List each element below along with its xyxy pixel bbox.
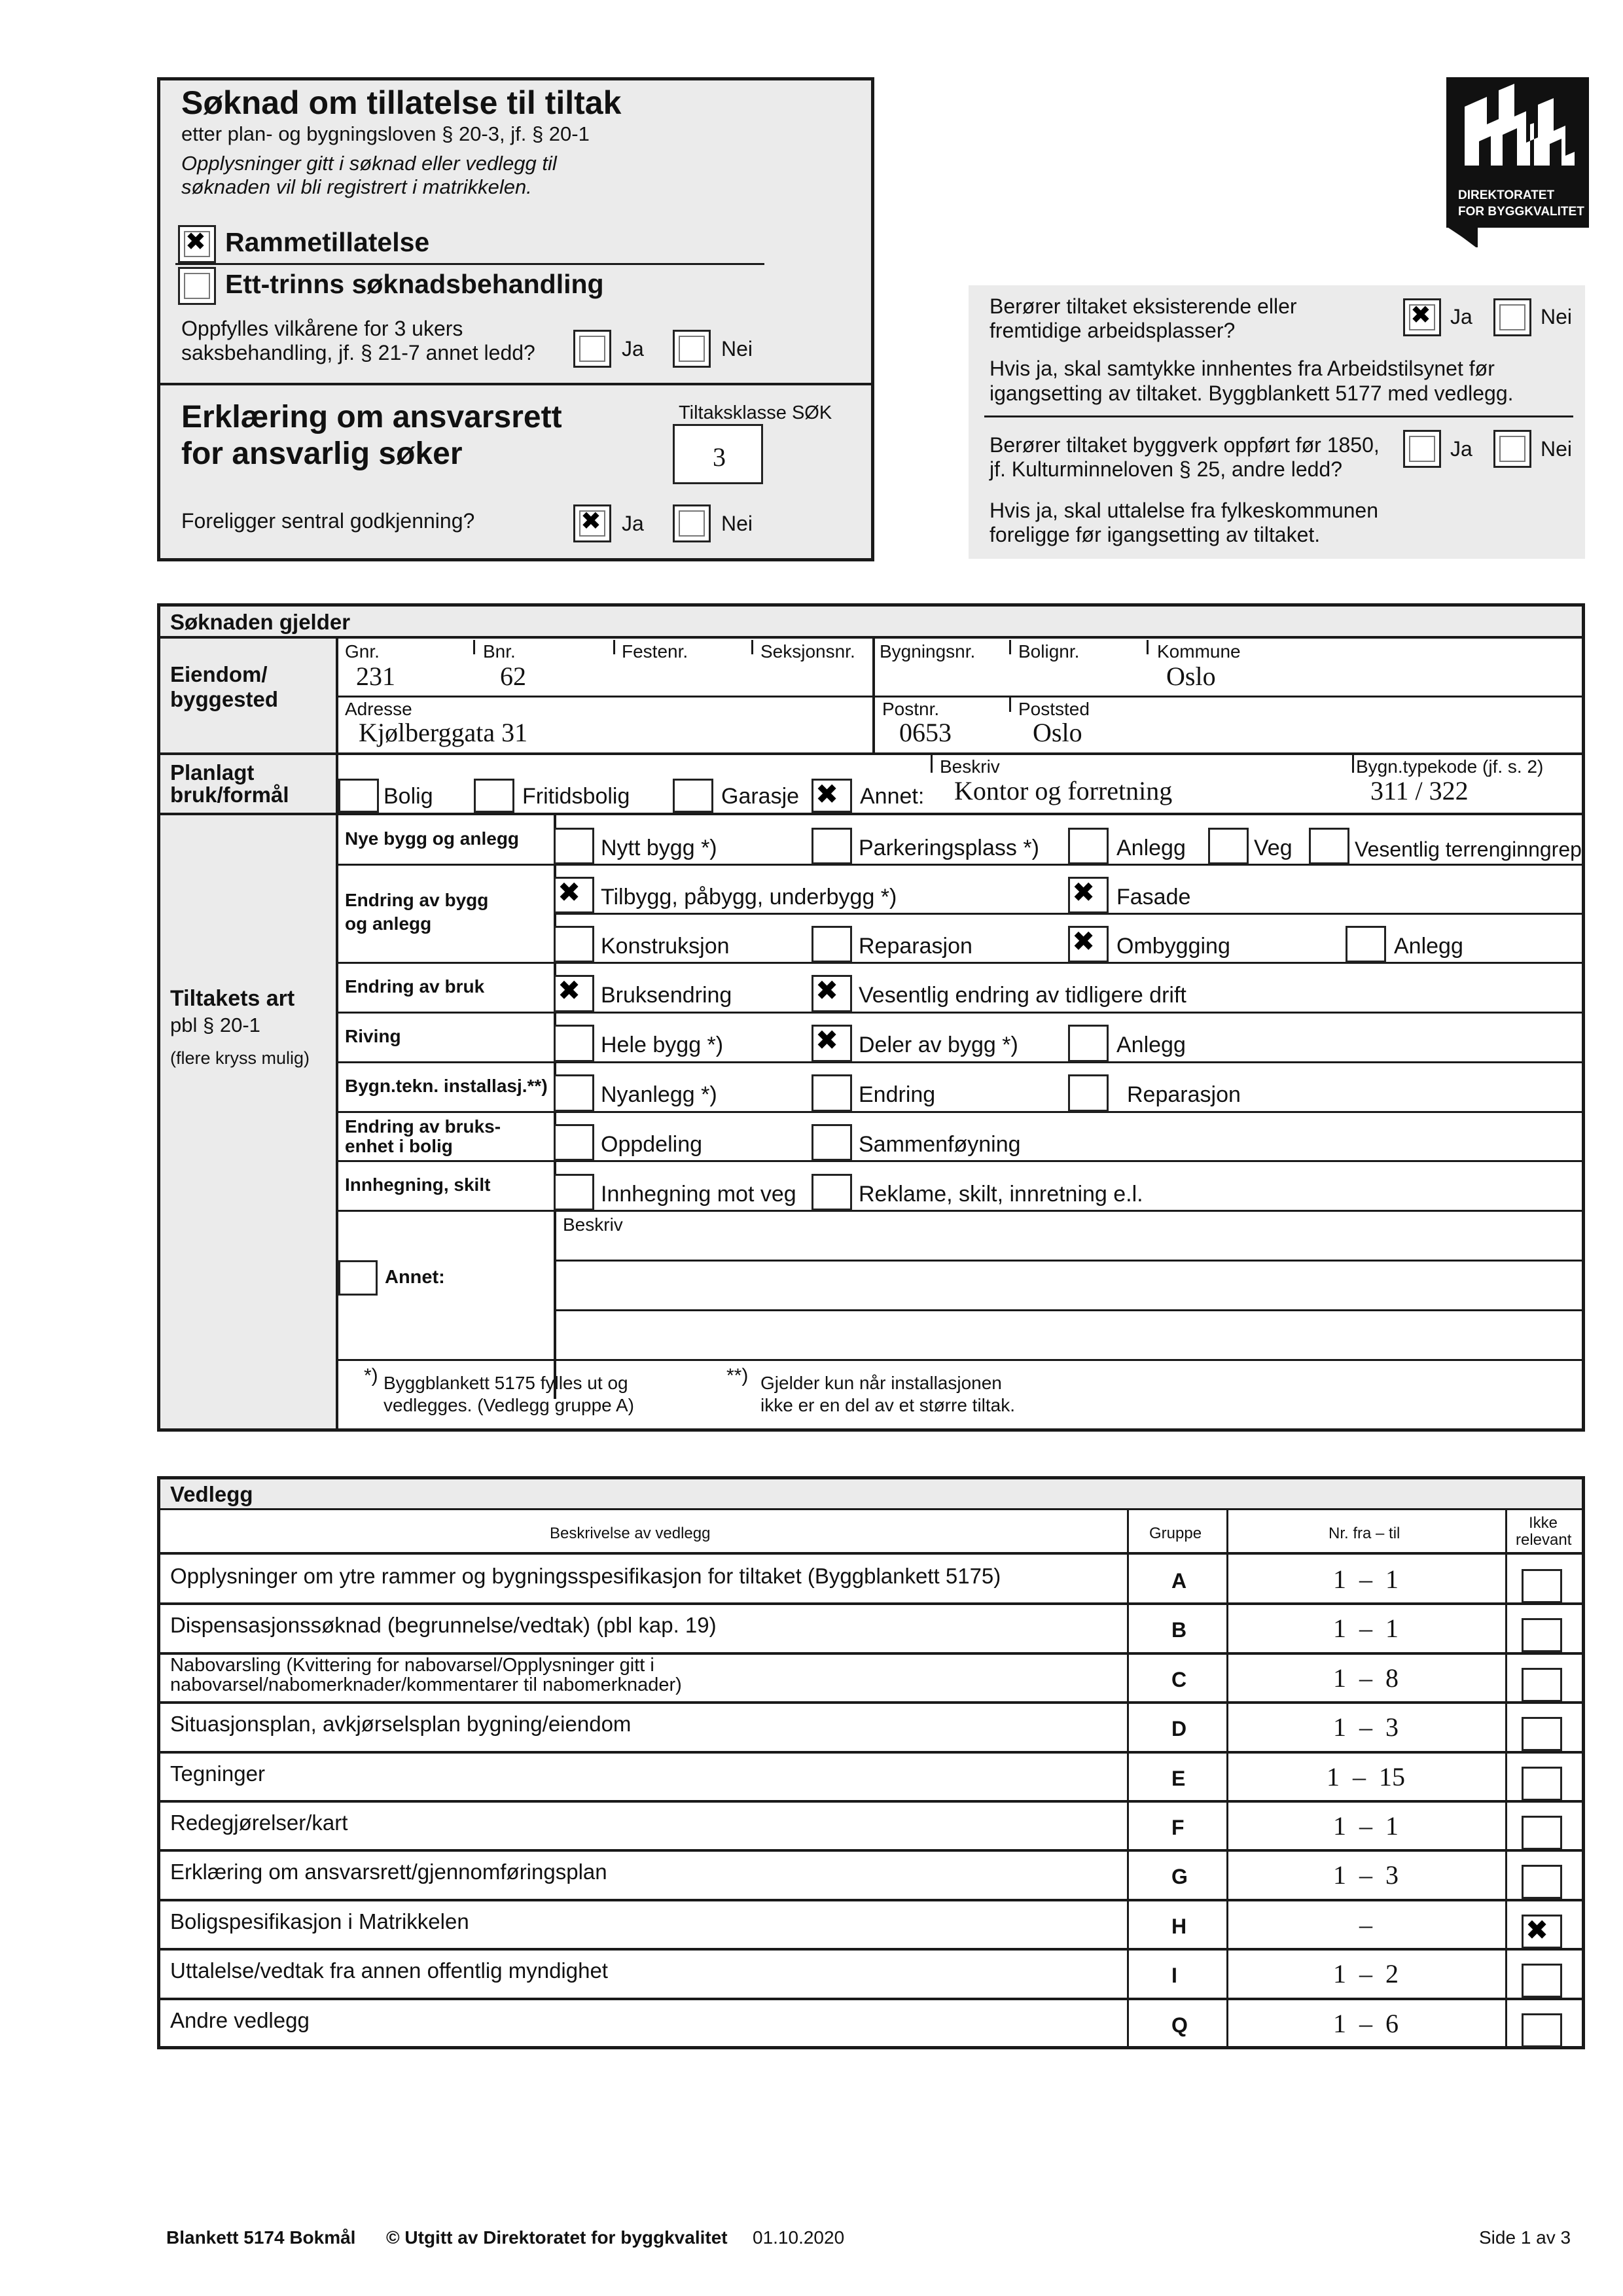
attachment-description: Nabovarsling (Kvittering for nabovarsel/Opplysninger gitt i — [170, 1654, 654, 1676]
footnote-1-line-1: Byggblankett 5175 fylles ut og — [383, 1373, 628, 1393]
ikke-relevant-checkbox[interactable] — [1522, 1618, 1562, 1652]
konstruksjon-checkbox[interactable] — [554, 926, 594, 963]
kulturminne-nei-label: Nei — [1541, 437, 1573, 461]
vilkar-question-2: saksbehandling, jf. § 21-7 annet ledd? — [181, 341, 535, 364]
dibk-logo-mark — [1446, 77, 1589, 247]
anlegg2-checkbox[interactable] — [1346, 926, 1386, 963]
ikke-relevant-checkbox[interactable] — [1522, 1569, 1562, 1603]
annet-checkbox[interactable] — [338, 1260, 378, 1296]
attachment-group: E — [1171, 1766, 1186, 1790]
hele-bygg-checkbox[interactable] — [554, 1025, 594, 1062]
tiltaksklasse-field[interactable] — [673, 424, 763, 484]
attachment-description: Situasjonsplan, avkjørselsplan bygning/eiendom — [170, 1712, 632, 1737]
fasade-checkbox[interactable] — [1068, 877, 1109, 913]
eiendom-label-1: Eiendom/ — [170, 662, 268, 686]
reparasjon-install-checkbox[interactable] — [1068, 1074, 1109, 1112]
terrenginngrep-label: Vesentlig terrenginngrep — [1355, 838, 1582, 861]
attachment-description: Boligspesifikasjon i Matrikkelen — [170, 1909, 469, 1934]
kulturminne-question-2: jf. Kulturminneloven § 25, andre ledd? — [990, 457, 1343, 481]
arbeidsplasser-question-1: Berører tiltaket eksisterende eller — [990, 294, 1297, 318]
tiltaksklasse-label: Tiltaksklasse SØK — [679, 402, 832, 423]
erklaring-title-2: for ansvarlig søker — [181, 436, 463, 471]
tiltakets-art-note: (flere kryss mulig) — [170, 1048, 310, 1068]
sentral-question: Foreligger sentral godkjenning? — [181, 509, 475, 533]
divider — [984, 415, 1573, 417]
table-row — [160, 1752, 1582, 1801]
vesentlig-endring-label: Vesentlig endring av tidligere drift — [859, 983, 1186, 1008]
endring-bruk-label: Endring av bruk — [345, 976, 485, 997]
attachment-number-range[interactable]: 1 – 2 — [1333, 1959, 1399, 1989]
adresse-label: Adresse — [345, 699, 412, 719]
vesentlig-endring-checkbox[interactable] — [812, 975, 852, 1012]
deler-av-bygg-checkbox[interactable] — [812, 1025, 852, 1062]
tiltakets-art-title: Tiltakets art — [170, 986, 295, 1011]
footer-blankett: Blankett 5174 Bokmål — [166, 2227, 356, 2248]
annet-bruk-label: Annet: — [860, 784, 925, 809]
riving-label: Riving — [345, 1026, 401, 1046]
col-beskrivelse: Beskrivelse av vedlegg — [550, 1525, 711, 1542]
oppdeling-checkbox[interactable] — [554, 1124, 594, 1161]
bygningsnr-label: Bygningsnr. — [880, 641, 976, 662]
ett-trinns-label: Ett-trinns søknadsbehandling — [225, 269, 604, 299]
fylkeskommunen-info-2: foreligge før igangsetting av tiltaket. — [990, 523, 1321, 546]
bolig-checkbox[interactable] — [338, 779, 379, 813]
reklame-label: Reklame, skilt, innretning e.l. — [859, 1182, 1143, 1207]
ikke-relevant-checkbox[interactable] — [1522, 1668, 1562, 1702]
footnote-2-line-1: Gjelder kun når installasjonen — [760, 1373, 1002, 1393]
kommune-label: Kommune — [1157, 641, 1241, 662]
footnote-1-line-2: vedlegges. (Vedlegg gruppe A) — [383, 1395, 634, 1415]
arbeidsplasser-ja-checkbox[interactable] — [1403, 298, 1441, 336]
footnote-2-mark: **) — [726, 1365, 749, 1386]
table-row — [160, 1555, 1582, 1604]
eiendom-label-2: byggested — [170, 687, 279, 711]
divider — [336, 639, 338, 1428]
ikke-relevant-checkbox[interactable] — [1522, 1915, 1562, 1949]
divider — [160, 813, 1582, 815]
hele-bygg-label: Hele bygg *) — [601, 1033, 724, 1057]
endring-install-checkbox[interactable] — [812, 1074, 852, 1112]
attachment-description: Andre vedlegg — [170, 2007, 310, 2032]
tilbygg-label: Tilbygg, påbygg, underbygg *) — [601, 885, 897, 910]
attachment-number-range[interactable]: 1 – 3 — [1333, 1860, 1399, 1890]
ikke-relevant-checkbox[interactable] — [1522, 1865, 1562, 1899]
fasade-label: Fasade — [1116, 885, 1191, 910]
attachment-number-range[interactable]: 1 – 3 — [1333, 1712, 1399, 1742]
ombygging-checkbox[interactable] — [1068, 926, 1109, 963]
table-row — [160, 1999, 1582, 2048]
vilkar-nei-label: Nei — [721, 337, 753, 361]
attachment-number-range[interactable]: 1 – 6 — [1333, 2008, 1399, 2038]
attachment-number-range[interactable]: – — [1359, 1909, 1372, 1939]
attachment-group: B — [1171, 1618, 1187, 1642]
dibk-logo — [1446, 77, 1589, 247]
reparasjon-label: Reparasjon — [859, 934, 972, 959]
logo-line-1: DIREKTORATET — [1458, 188, 1555, 202]
ikke-relevant-checkbox[interactable] — [1522, 2013, 1562, 2047]
col-nr: Nr. fra – til — [1329, 1525, 1400, 1542]
table-row — [160, 1900, 1582, 1949]
anlegg-checkbox[interactable] — [1068, 828, 1109, 864]
reparasjon-install-label: Reparasjon — [1127, 1082, 1241, 1107]
attachment-number-range[interactable]: 1 – 15 — [1327, 1761, 1405, 1792]
erklaring-title-1: Erklæring om ansvarsrett — [181, 400, 562, 434]
attachment-number-range[interactable]: 1 – 1 — [1333, 1614, 1399, 1644]
adresse-value[interactable]: Kjølberggata 31 — [359, 718, 528, 747]
attachment-group: G — [1171, 1865, 1188, 1889]
bruksendring-checkbox[interactable] — [554, 975, 594, 1012]
sentral-ja-checkbox[interactable] — [573, 504, 611, 542]
soknad-heading-bar — [160, 607, 1582, 636]
terrenginngrep-checkbox[interactable] — [1309, 828, 1349, 864]
ett-trinns-checkbox[interactable] — [178, 267, 216, 305]
kulturminne-ja-label: Ja — [1450, 437, 1472, 461]
footnote-1-mark: *) — [364, 1365, 378, 1386]
vilkar-question-1: Oppfylles vilkårene for 3 ukers — [181, 317, 463, 340]
attachment-number-range[interactable]: 1 – 1 — [1333, 1811, 1399, 1841]
divider — [160, 752, 1582, 755]
innhegning-checkbox[interactable] — [554, 1174, 594, 1210]
bygntype-value[interactable]: 311 / 322 — [1370, 776, 1469, 805]
innhegning-option-label: Innhegning mot veg — [601, 1182, 796, 1207]
vilkar-ja-label: Ja — [622, 337, 644, 361]
vilkar-nei-checkbox[interactable] — [673, 330, 711, 368]
attachment-group: A — [1171, 1569, 1187, 1593]
logo-line-2: FOR BYGGKVALITET — [1458, 205, 1584, 219]
form-title: Søknad om tillatelse til tiltak — [181, 84, 622, 121]
nytt-bygg-checkbox[interactable] — [554, 828, 594, 864]
fritidsbolig-checkbox[interactable] — [474, 779, 514, 813]
oppdeling-label: Oppdeling — [601, 1132, 703, 1157]
kulturminne-nei-checkbox[interactable] — [1493, 430, 1531, 468]
gnr-value[interactable]: 231 — [356, 662, 395, 691]
annet-bruk-checkbox[interactable] — [812, 779, 852, 813]
riving-anlegg-label: Anlegg — [1116, 1033, 1186, 1057]
attachment-number-range[interactable]: 1 – 1 — [1333, 1564, 1399, 1594]
attachment-description: Opplysninger om ytre rammer og bygningsspesifikasjon for tiltaket (Byggblankett 5175) — [170, 1564, 1001, 1588]
konstruksjon-label: Konstruksjon — [601, 934, 730, 959]
poststed-value[interactable]: Oslo — [1033, 718, 1082, 747]
annet-label: Annet: — [385, 1267, 445, 1288]
divider — [157, 383, 874, 385]
divider — [160, 636, 1582, 639]
tiltakets-art-pbl: pbl § 20-1 — [170, 1014, 260, 1036]
bygntype-label: Bygn.typekode (jf. s. 2) — [1356, 756, 1544, 777]
seksjonsnr-label: Seksjonsnr. — [760, 641, 855, 662]
arbeidsplasser-ja-label: Ja — [1450, 305, 1472, 328]
bruksendring-label: Bruksendring — [601, 983, 732, 1008]
bruksenhet-label-2: enhet i bolig — [345, 1136, 453, 1156]
tiltaksklasse-value: 3 — [713, 442, 726, 472]
attachment-group: C — [1171, 1667, 1187, 1691]
anlegg2-label: Anlegg — [1394, 934, 1463, 959]
bnr-label: Bnr. — [483, 641, 516, 662]
arbeidstilsynet-info-2: igangsetting av tiltaket. Byggblankett 5177 med vedlegg. — [990, 381, 1514, 405]
ikke-relevant-checkbox[interactable] — [1522, 1767, 1562, 1801]
kulturminne-question-1: Berører tiltaket byggverk oppført før 1850, — [990, 433, 1380, 457]
reklame-checkbox[interactable] — [812, 1174, 852, 1210]
sentral-ja-label: Ja — [622, 512, 644, 535]
planlagt-label-1: Planlagt — [170, 760, 255, 785]
attachment-description: Redegjørelser/kart — [170, 1810, 348, 1835]
attachment-description-line-2: nabovarsel/nabomerknader/kommentarer til nabomerknader) — [170, 1674, 682, 1695]
arbeidsplasser-nei-label: Nei — [1541, 305, 1573, 328]
attachment-group: H — [1171, 1914, 1187, 1938]
divider — [338, 696, 1582, 698]
attachment-group: F — [1171, 1816, 1185, 1839]
reparasjon-checkbox[interactable] — [812, 926, 852, 963]
attachment-number-range[interactable]: 1 – 8 — [1333, 1663, 1399, 1693]
ikke-relevant-checkbox[interactable] — [1522, 1964, 1562, 1998]
table-row — [160, 1949, 1582, 1998]
attachment-description: Tegninger — [170, 1761, 265, 1786]
registration-note-2: søknaden vil bli registrert i matrikkelen. — [181, 175, 532, 198]
table-row — [160, 1801, 1582, 1850]
nytt-bygg-label: Nytt bygg *) — [601, 836, 717, 860]
tilbygg-checkbox[interactable] — [554, 877, 594, 913]
kommune-value[interactable]: Oslo — [1166, 662, 1216, 691]
parkering-checkbox[interactable] — [812, 828, 852, 864]
attachment-group: I — [1171, 1964, 1177, 1988]
ombygging-label: Ombygging — [1116, 934, 1230, 959]
garasje-checkbox[interactable] — [673, 779, 713, 813]
ikke-relevant-checkbox[interactable] — [1522, 1717, 1562, 1751]
table-row — [160, 1703, 1582, 1752]
table-row — [160, 1604, 1582, 1653]
rammetillatelse-label: Rammetillatelse — [225, 227, 430, 257]
sentral-nei-checkbox[interactable] — [673, 504, 711, 542]
riving-anlegg-checkbox[interactable] — [1068, 1025, 1109, 1062]
gnr-label: Gnr. — [345, 641, 380, 662]
veg-label: Veg — [1254, 836, 1293, 860]
table-row — [160, 1850, 1582, 1899]
festenr-label: Festenr. — [622, 641, 688, 662]
nyanlegg-checkbox[interactable] — [554, 1074, 594, 1112]
sentral-nei-label: Nei — [721, 512, 753, 535]
bnr-value[interactable]: 62 — [500, 662, 526, 691]
endring-bygg-label-2: og anlegg — [345, 913, 432, 934]
bolignr-label: Bolignr. — [1018, 641, 1080, 662]
attachment-description: Uttalelse/vedtak fra annen offentlig myndighet — [170, 1958, 608, 1983]
parkering-label: Parkeringsplass *) — [859, 836, 1039, 860]
footer-date: 01.10.2020 — [753, 2227, 845, 2248]
vilkar-ja-checkbox[interactable] — [573, 330, 611, 368]
garasje-label: Garasje — [721, 784, 800, 809]
col-gruppe: Gruppe — [1149, 1525, 1202, 1542]
footnote-2-line-2: ikke er en del av et større tiltak. — [760, 1395, 1016, 1415]
footer-page: Side 1 av 3 — [1479, 2227, 1571, 2248]
veg-checkbox[interactable] — [1208, 828, 1249, 864]
planlagt-label-2: bruk/formål — [170, 783, 289, 807]
attachment-group: Q — [1171, 2013, 1188, 2037]
sammenfoyning-checkbox[interactable] — [812, 1124, 852, 1161]
soknad-heading: Søknaden gjelder — [170, 610, 351, 634]
form-subtitle: etter plan- og bygningsloven § 20-3, jf. § 20-1 — [181, 122, 590, 145]
sammenfoyning-label: Sammenføyning — [859, 1132, 1021, 1157]
endring-bygg-label-1: Endring av bygg — [345, 890, 489, 910]
attachment-description: Erklæring om ansvarsrett/gjennomføringsplan — [170, 1860, 607, 1884]
fritidsbolig-label: Fritidsbolig — [522, 784, 630, 809]
vedlegg-heading: Vedlegg — [170, 1482, 253, 1506]
annet-beskriv-field[interactable] — [556, 1212, 1582, 1359]
innhegning-label: Innhegning, skilt — [345, 1174, 491, 1195]
nyanlegg-label: Nyanlegg *) — [601, 1082, 717, 1107]
postnr-label: Postnr. — [882, 699, 940, 719]
col-ikke-1: Ikke — [1529, 1514, 1558, 1532]
nye-bygg-label: Nye bygg og anlegg — [345, 828, 520, 849]
registration-note-1: Opplysninger gitt i søknad eller vedlegg til — [181, 152, 557, 175]
postnr-value[interactable]: 0653 — [899, 718, 952, 747]
divider — [175, 263, 764, 265]
endring-install-label: Endring — [859, 1082, 936, 1107]
deler-av-bygg-label: Deler av bygg *) — [859, 1033, 1018, 1057]
poststed-label: Poststed — [1018, 699, 1090, 719]
kulturminne-ja-checkbox[interactable] — [1403, 430, 1441, 468]
col-ikke-2: relevant — [1516, 1531, 1572, 1549]
installasjon-label: Bygn.tekn. installasj.**) — [345, 1076, 548, 1096]
beskriv-bruk-value[interactable]: Kontor og forretning — [954, 776, 1173, 805]
anlegg-label: Anlegg — [1116, 836, 1186, 860]
ikke-relevant-checkbox[interactable] — [1522, 1816, 1562, 1850]
bolig-label: Bolig — [383, 784, 433, 809]
bruksenhet-label-1: Endring av bruks- — [345, 1116, 501, 1137]
arbeidsplasser-question-2: fremtidige arbeidsplasser? — [990, 319, 1236, 342]
rammetillatelse-checkbox[interactable] — [178, 225, 216, 263]
arbeidstilsynet-info-1: Hvis ja, skal samtykke innhentes fra Arbeidstilsynet før — [990, 357, 1495, 380]
table-row — [160, 1653, 1582, 1703]
attachment-description: Dispensasjonssøknad (begrunnelse/vedtak) (pbl kap. 19) — [170, 1613, 717, 1638]
beskriv-bruk-label: Beskriv — [940, 756, 1000, 777]
footer-copyright: © Utgitt av Direktoratet for byggkvalitet — [386, 2227, 728, 2248]
annet-beskriv-label: Beskriv — [563, 1214, 623, 1235]
vedlegg-heading-bar — [160, 1479, 1582, 1508]
arbeidsplasser-nei-checkbox[interactable] — [1493, 298, 1531, 336]
attachment-group: D — [1171, 1717, 1187, 1741]
fylkeskommunen-info-1: Hvis ja, skal uttalelse fra fylkeskommunen — [990, 499, 1378, 522]
